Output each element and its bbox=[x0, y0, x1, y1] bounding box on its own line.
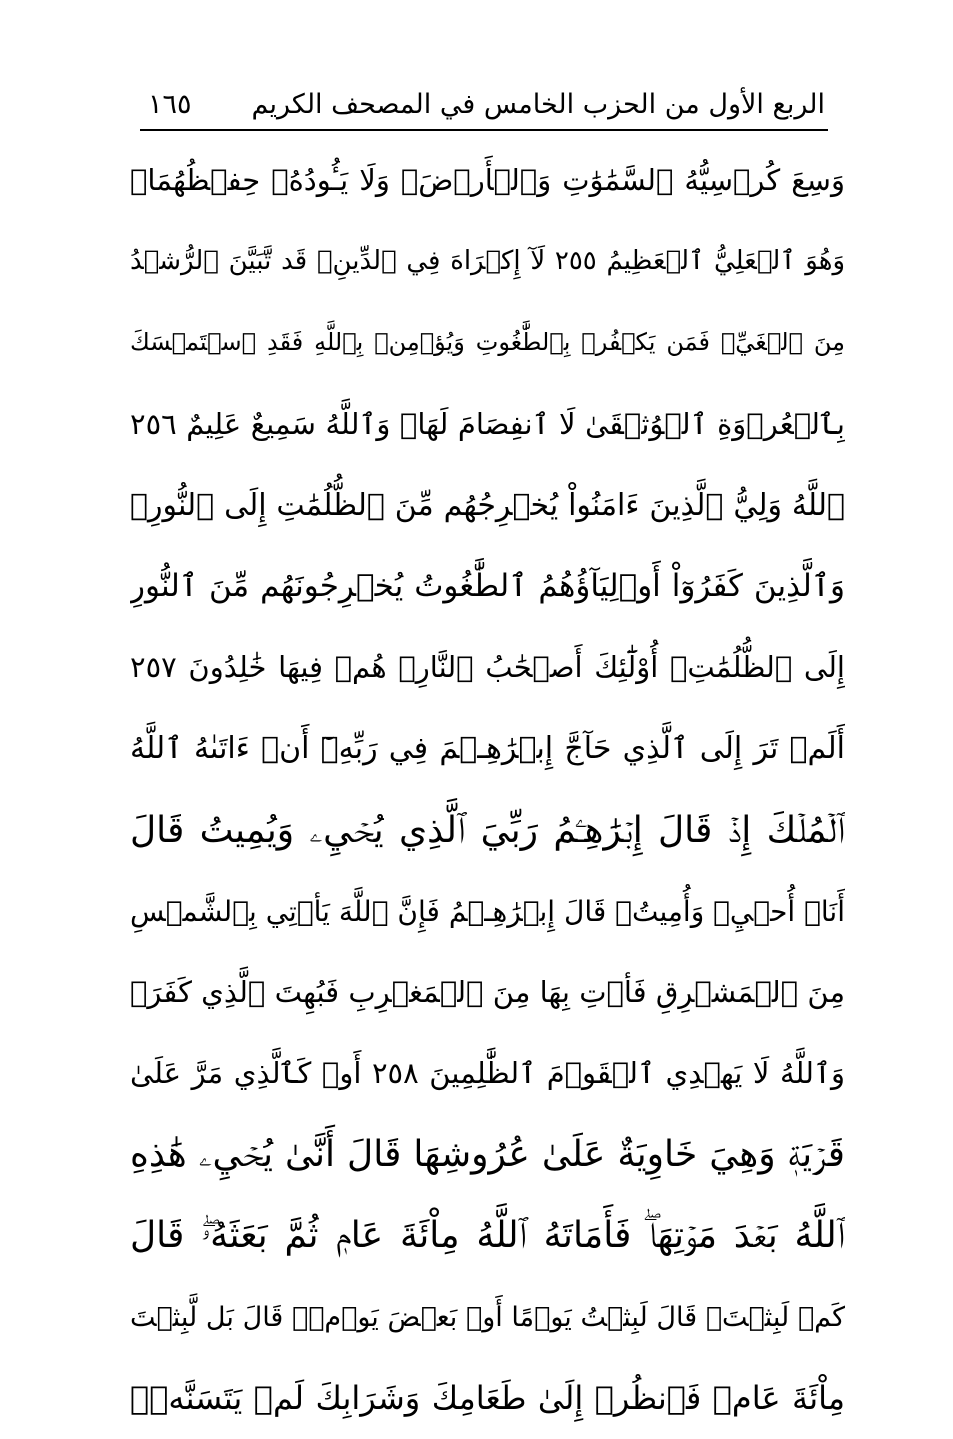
text-line-15: كَمۡ لَبِثۡتَۖ قَالَ لَبِثۡتُ يَوۡمًا أَوۡ بَعۡضَ يَوۡمٖۖ قَالَ بَل لَّبِثۡتَ bbox=[130, 1301, 845, 1333]
page-header bbox=[140, 82, 825, 128]
text-line-11: مِنَ ٱلۡمَشۡرِقِ فَأۡتِ بِهَا مِنَ ٱلۡمَغۡرِبِ فَبُهِتَ ٱلَّذِي كَفَرَۗ bbox=[130, 974, 845, 1009]
header-divider bbox=[140, 129, 828, 131]
quran-text-body bbox=[130, 140, 845, 1439]
text-line-1: وَسِعَ كُرۡسِيُّهُ ٱلسَّمَٰوَٰتِ وَٱلۡأَرۡضَۖ وَلَا يَـُٔودُهُۥ حِفۡظُهُمَاۚ bbox=[130, 163, 845, 197]
text-line-14: ٱللَّهُ بَعۡدَ مَوۡتِهَاۖ فَأَمَاتَهُ ٱللَّهُ مِاْئَةَ عَامٖ ثُمَّ بَعَثَهُۥۖ قَالَ bbox=[130, 1215, 845, 1257]
text-line-12: وَٱللَّهُ لَا يَهۡدِي ٱلۡقَوۡمَ ٱلظَّٰلِمِينَ ٢٥٨ أَوۡ كَٱلَّذِي مَرَّ عَلَىٰ bbox=[130, 1056, 845, 1091]
header-title: الربع الأول من الحزب الخامس في المصحف الكريم bbox=[251, 89, 825, 120]
text-line-3: مِنَ ٱلۡغَيِّۚ فَمَن يَكۡفُرۡ بِٱلطَّٰغُوتِ وَيُؤۡمِنۢ بِٱللَّهِ فَقَدِ ٱسۡتَمۡسَكَ bbox=[130, 328, 845, 357]
text-line-5: ٱللَّهُ وَلِيُّ ٱلَّذِينَ ءَامَنُواْ يُخۡرِجُهُم مِّنَ ٱلظُّلُمَٰتِ إِلَى ٱلنُّورِۖ bbox=[130, 487, 845, 523]
text-line-2: وَهُوَ ٱلۡعَلِيُّ ٱلۡعَظِيمُ ٢٥٥ لَآ إِكۡرَاهَ فِي ٱلدِّينِۖ قَد تَّبَيَّنَ ٱلرُّشۡدُ bbox=[130, 246, 845, 277]
text-line-10: أَنَا۠ أُحۡيِۦ وَأُمِيتُۖ قَالَ إِبۡرَٰهِـۧمُ فَإِنَّ ٱللَّهَ يَأۡتِي بِٱلشَّمۡسِ bbox=[130, 894, 845, 928]
text-line-8: أَلَمۡ تَرَ إِلَى ٱلَّذِي حَآجَّ إِبۡرَٰهِـۧمَ فِي رَبِّهِۦٓ أَنۡ ءَاتَىٰهُ ٱللَّهُ bbox=[130, 731, 845, 767]
text-line-9: ٱلۡمُلۡكَ إِذۡ قَالَ إِبۡرَٰهِـۧمُ رَبِّيَ ٱلَّذِي يُحۡيِۦ وَيُمِيتُ قَالَ bbox=[130, 809, 845, 851]
page-number: ١٦٥ bbox=[148, 89, 192, 120]
text-line-6: وَٱلَّذِينَ كَفَرُوٓاْ أَوۡلِيَآؤُهُمُ ٱلطَّٰغُوتُ يُخۡرِجُونَهُم مِّنَ ٱلنُّورِ bbox=[130, 567, 845, 604]
text-line-13: قَرۡيَةٖ وَهِيَ خَاوِيَةٌ عَلَىٰ عُرُوشِهَا قَالَ أَنَّىٰ يُحۡيِۦ هَٰذِهِ bbox=[130, 1134, 845, 1176]
text-line-16: مِاْئَةَ عَامٖ فَٱنظُرۡ إِلَىٰ طَعَامِكَ وَشَرَابِكَ لَمۡ يَتَسَنَّهۡۖ bbox=[130, 1378, 845, 1417]
text-line-7: إِلَى ٱلظُّلُمَٰتِۗ أُوْلَٰٓئِكَ أَصۡحَٰبُ ٱلنَّارِۖ هُمۡ فِيهَا خَٰلِدُونَ ٢٥٧ bbox=[130, 650, 845, 685]
text-line-4: بِٱلۡعُرۡوَةِ ٱلۡوُثۡقَىٰ لَا ٱنفِصَامَ لَهَاۗ وَٱللَّهُ سَمِيعٌ عَلِيمٌ ٢٥٦ bbox=[130, 406, 845, 441]
